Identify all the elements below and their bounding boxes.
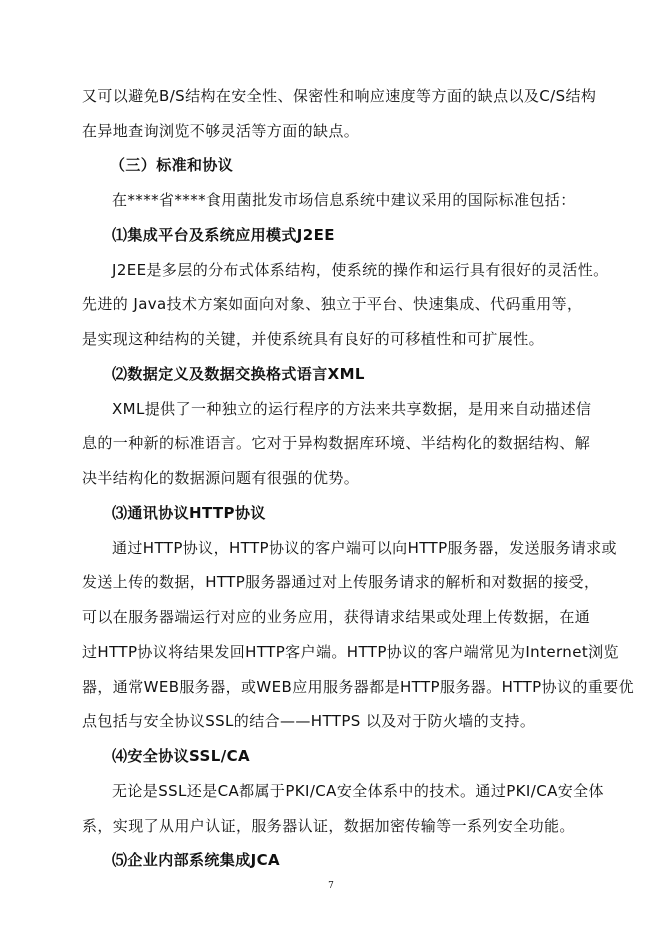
subsection-heading-ssl-ca: ⑷安全协议SSL/CA bbox=[112, 747, 250, 765]
body-text-line: XML提供了一种独立的运行程序的方法来共享数据，是用来自动描述信 bbox=[112, 400, 592, 418]
body-text-line: 是实现这种结构的关键，并使系统具有良好的可移植性和可扩展性。 bbox=[82, 330, 545, 348]
body-text-line: 无论是SSL还是CA都属于PKI/CA安全体系中的技术。通过PKI/CA安全体 bbox=[112, 782, 604, 800]
subsection-heading-j2ee: ⑴集成平台及系统应用模式J2EE bbox=[112, 226, 335, 244]
body-text-line: 发送上传的数据，HTTP服务器通过对上传服务请求的解析和对数据的接受， bbox=[82, 573, 600, 591]
body-text-line: 可以在服务器端运行对应的业务应用，获得请求结果或处理上传数据，在通 bbox=[82, 608, 591, 626]
body-text-line: 又可以避免B/S结构在安全性、保密性和响应速度等方面的缺点以及C/S结构 bbox=[82, 87, 597, 105]
body-text-line: 决半结构化的数据源问题有很强的优势。 bbox=[82, 469, 360, 487]
body-text-line: 通过HTTP协议，HTTP协议的客户端可以向HTTP服务器，发送服务请求或 bbox=[112, 539, 617, 557]
body-text-line: 过HTTP协议将结果发回HTTP客户端。HTTP协议的客户端常见为Internet浏览 bbox=[82, 643, 619, 661]
subsection-heading-http: ⑶通讯协议HTTP协议 bbox=[112, 504, 266, 522]
body-text-line: 在****省****食用菌批发市场信息系统中建议采用的国际标准包括： bbox=[112, 191, 576, 209]
body-text-line: 系，实现了从用户认证，服务器认证，数据加密传输等一系列安全功能。 bbox=[82, 817, 575, 835]
body-text-line: 先进的 Java技术方案如面向对象、独立于平台、快速集成、代码重用等， bbox=[82, 295, 583, 313]
body-text-line: 点包括与安全协议SSL的结合——HTTPS 以及对于防火墙的支持。 bbox=[82, 712, 536, 730]
body-text-line: J2EE是多层的分布式体系结构，使系统的操作和运行具有很好的灵活性。 bbox=[112, 261, 609, 279]
body-text-line: 在异地查询浏览不够灵活等方面的缺点。 bbox=[82, 122, 360, 140]
body-text-line: 器，通常WEB服务器，或WEB应用服务器都是HTTP服务器。HTTP协议的重要优 bbox=[82, 678, 634, 696]
body-text-line: 息的一种新的标准语言。它对于异构数据库环境、半结构化的数据结构、解 bbox=[82, 434, 591, 452]
section-heading: （三）标准和协议 bbox=[110, 156, 234, 174]
subsection-heading-jca: ⑸企业内部系统集成JCA bbox=[112, 851, 280, 869]
subsection-heading-xml: ⑵数据定义及数据交换格式语言XML bbox=[112, 365, 365, 383]
page-number: 7 bbox=[328, 881, 334, 891]
